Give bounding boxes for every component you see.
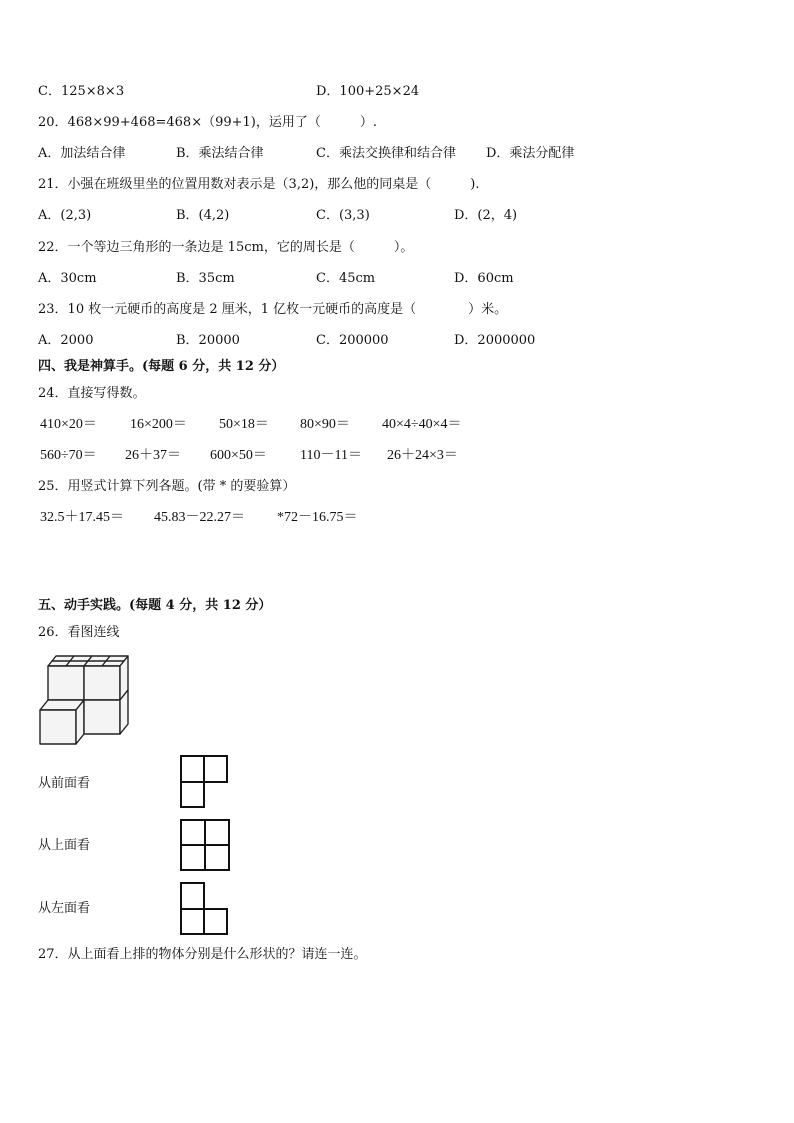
section-5-title: 五、动手实践。(每题 4 分，共 12 分） — [38, 598, 272, 613]
q24-item: 40×4÷40×4＝ — [382, 417, 462, 432]
q24-item: 600×50＝ — [210, 448, 267, 463]
q25-item: 45.83－22.27＝ — [154, 510, 245, 525]
q24-item: 110－11＝ — [300, 448, 362, 463]
q19-option-d: D．100+25×24 — [316, 84, 420, 99]
q25-stem: 25．用竖式计算下列各题。(带 * 的要验算） — [38, 479, 296, 494]
q22-option-b: B．35cm — [176, 271, 235, 286]
section-4-title: 四、我是神算手。(每题 6 分，共 12 分） — [38, 359, 285, 374]
q24-item: 26＋24×3＝ — [387, 448, 458, 463]
q25-item: 32.5＋17.45＝ — [40, 510, 124, 525]
q20-stem: 20．468×99+468=468×（99+1)，运用了（ ）. — [38, 115, 378, 130]
q24-item: 50×18＝ — [219, 417, 269, 432]
view-grid-inverted-l — [180, 882, 230, 936]
q24-item: 560÷70＝ — [40, 448, 97, 463]
q23-stem: 23．10 枚一元硬币的高度是 2 厘米，1 亿枚一元硬币的高度是（ ）米。 — [38, 302, 508, 317]
q20-option-c: C．乘法交换律和结合律 — [316, 146, 456, 161]
q21-stem: 21．小强在班级里坐的位置用数对表示是（3,2)，那么他的同桌是（ ). — [38, 177, 480, 192]
cube-stack-figure — [36, 650, 132, 750]
q19-option-c: C．125×8×3 — [38, 84, 125, 99]
q24-item: 16×200＝ — [130, 417, 187, 432]
q21-option-d: D．(2，4) — [454, 208, 518, 223]
q23-option-a: A．2000 — [38, 333, 94, 348]
q22-option-a: A．30cm — [38, 271, 97, 286]
q23-option-d: D．2000000 — [454, 333, 536, 348]
q20-option-b: B．乘法结合律 — [176, 146, 264, 161]
q22-option-c: C．45cm — [316, 271, 376, 286]
q24-item: 80×90＝ — [300, 417, 350, 432]
view-label-left: 从左面看 — [38, 901, 91, 916]
q21-option-a: A．(2,3) — [38, 208, 92, 223]
view-grid-square — [180, 819, 232, 873]
q27-stem: 27．从上面看上排的物体分别是什么形状的？请连一连。 — [38, 947, 367, 962]
q24-stem: 24．直接写得数。 — [38, 386, 146, 401]
q20-option-a: A．加法结合律 — [38, 146, 126, 161]
q24-item: 26＋37＝ — [125, 448, 181, 463]
q23-option-b: B．20000 — [176, 333, 240, 348]
view-label-front: 从前面看 — [38, 776, 91, 791]
q23-option-c: C．200000 — [316, 333, 389, 348]
q22-stem: 22．一个等边三角形的一条边是 15cm，它的周长是（ ）。 — [38, 240, 414, 255]
q25-item: *72－16.75＝ — [277, 510, 358, 525]
q20-option-d: D．乘法分配律 — [486, 146, 575, 161]
q26-stem: 26．看图连线 — [38, 625, 120, 640]
q21-option-b: B．(4,2) — [176, 208, 230, 223]
q22-option-d: D．60cm — [454, 271, 514, 286]
view-grid-l-shape — [180, 755, 230, 809]
q24-item: 410×20＝ — [40, 417, 97, 432]
view-label-top: 从上面看 — [38, 838, 91, 853]
q21-option-c: C．(3,3) — [316, 208, 370, 223]
